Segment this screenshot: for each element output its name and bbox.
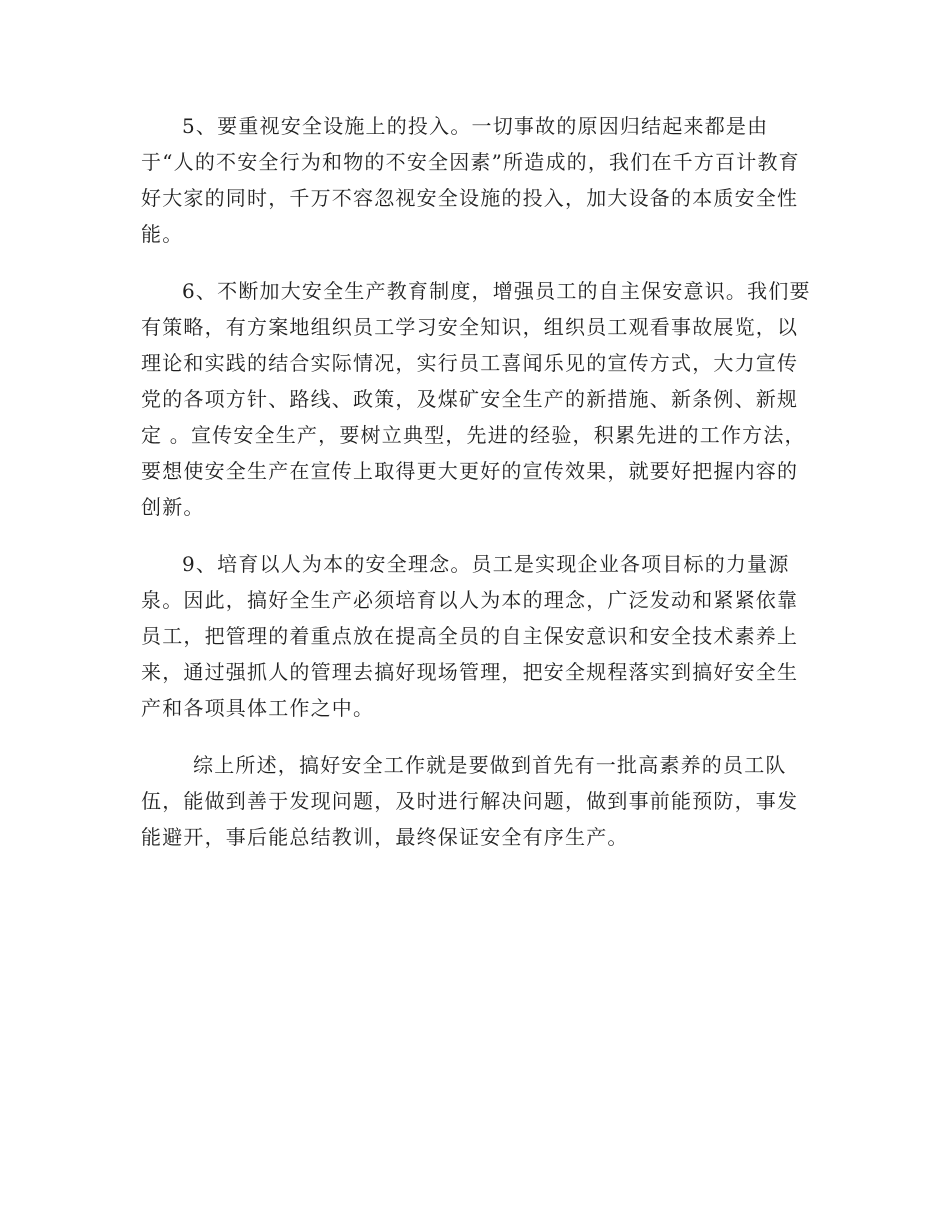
paragraph-safety-education: 6、不断加大安全生产教育制度，增强员工的自主保安意识。我们要有策略，有方案地组织员工学习安全知识，组织员工观看事故展览，以理论和实践的结合实际情况，实行员工喜闻乐见的宣传方式，大力宣传党的各项方针、路线、政策，及煤矿安全生产的新措施、新条例、新规定 。宣传安全生产，要树立典型，先进的经验，积累先进的工作方法，要想使安全生产在宣传上取得更大更好的宣传效果，就要好把握内容的创新。	[141, 279, 811, 519]
paragraph-people-oriented-concept: 9、培育以人为本的安全理念。员工是实现企业各项目标的力量源泉。因此，搞好全生产必须培育以人为本的理念，广泛发动和紧紧依靠员工，把管理的着重点放在提高全员的自主保安意识和安全技术素养上来，通过强抓人的管理去搞好现场管理，把安全规程落实到搞好安全生产和各项具体工作之中。	[141, 552, 799, 720]
paragraph-summary: 综上所述，搞好安全工作就是要做到首先有一批高素养的员工队伍，能做到善于发现问题，及时进行解决问题，做到事前能预防，事发能避开，事后能总结教训，最终保证安全有序生产。	[141, 753, 799, 849]
paragraph-safety-facility-investment: 5、要重视安全设施上的投入。一切事故的原因归结起来都是由于“人的不安全行为和物的不安全因素”所造成的，我们在千方百计教育好大家的同时，千万不容忽视安全设施的投入，加大设备的本质安全性能。	[141, 114, 800, 246]
document-body	[141, 108, 811, 876]
